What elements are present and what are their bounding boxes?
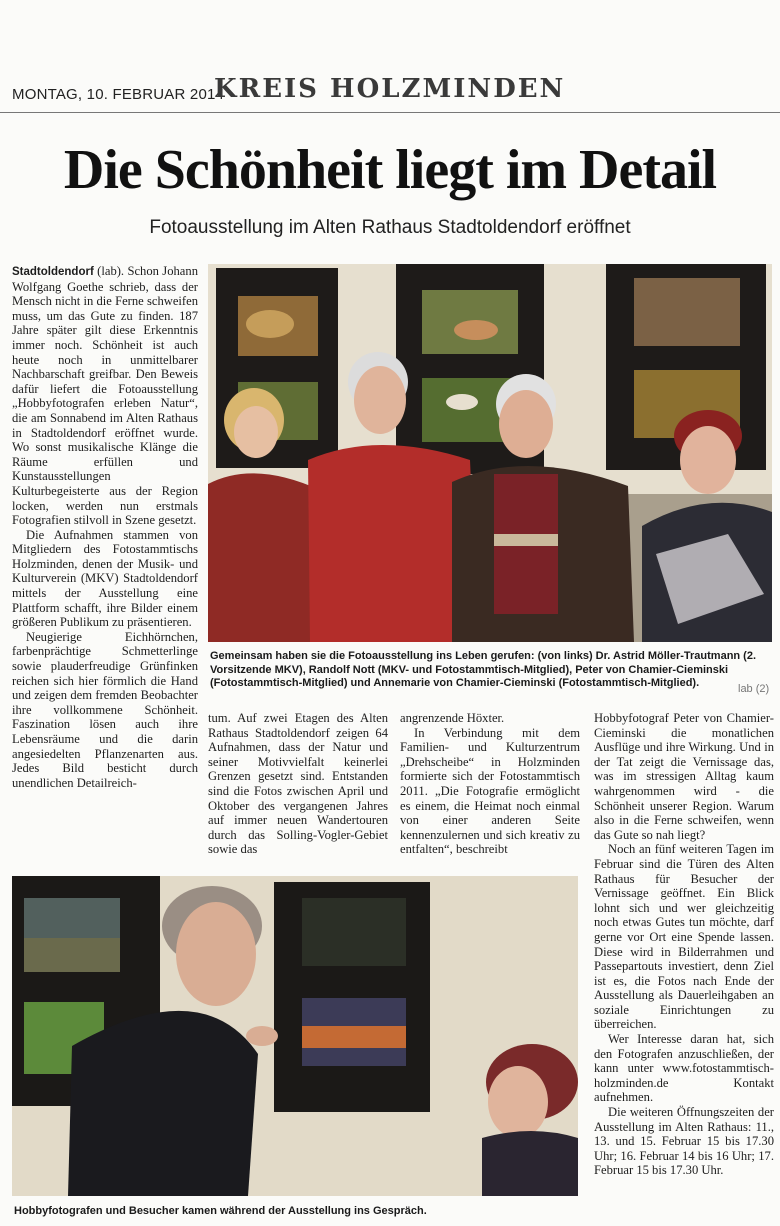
paragraph: angrenzende Höxter.: [400, 711, 505, 725]
headline: Die Schönheit liegt im Detail: [63, 139, 717, 201]
group-photo-caption: Gemeinsam haben sie die Fotoausstellung ins Leben gerufen: (von links) Dr. Astrid Möller-Trautmann (2. Vorsitzende MKV), Randolf Nott (MKV- und Fotostammtisch-Mitglied), Peter von Chamier-Cieminski (Fotostammtisch-Mitglied) und Annemarie von Chamier-Cieminski (Fotostammtisch-Mitglied).: [210, 650, 757, 689]
paragraph: Wer Interesse daran hat, sich den Fotografen anzuschließen, der kann unter www.fotostammtisch-holzminden.de Kontakt aufnehmen.: [594, 1032, 774, 1105]
paragraph: Neugierige Eichhörnchen, farbenprächtige Schmetterlinge sowie plauderfreudige Grünfinken reichen sich hier förmlich die Hand und zeigen dem fremden Beobachter ihre vollkommene Schönheit. Faszination lösen auch ihre Lebensräume und die darin angesiedelten Pflanzenarten aus. Jedes Bild besticht durch unendlichen Detailreich-: [12, 629, 198, 790]
paragraph: Noch an fünf weiteren Tagen im Februar sind die Türen des Alten Rathaus für Besucher der Vernissage geöffnet. Ein Blick lohnt sich und wer gleichzeitig noch etwas Gutes tun möchte, darf gerne vor Ort eine Spende lassen. Diese wird in Bilderrahmen und Passepartouts investiert, denn Ziel ist es, die Fotos nach Ende der Ausstellung als Dauerleihgaben an soziale Einrichtungen zu überreichen.: [594, 842, 774, 1032]
paragraph: [12, 264, 198, 528]
article-column-2: [208, 711, 388, 857]
subheadline: Fotoausstellung im Alten Rathaus Stadtoldendorf eröffnet: [149, 217, 631, 238]
section-title: KREIS HOLZMINDEN: [214, 74, 566, 104]
paragraph: tum. Auf zwei Etagen des Alten Rathaus Stadtoldendorf zeigen 64 Aufnahmen, dass der Natur und seiner Motivvielfalt keinerlei Grenzen gesetzt sind. Entstanden sind die Fotos zwischen April und Oktober des vergangenen Jahres auf immer neuen Wandertouren durch das Solling-Vogler-Gebiet sowie das: [208, 711, 388, 857]
paragraph: In Verbindung mit dem Familien- und Kulturzentrum „Drehscheibe“ in Holzminden formierte sich der Fotostammtisch 2011. „Die Fotografie ermöglicht es einem, die Heimat noch einmal von einer anderen Seite kennenzulernen und sich kreativ zu entfalten“, beschreibt: [400, 725, 580, 857]
paragraph: Hobbyfotograf Peter von Chamier-Cieminski die monatlichen Ausflüge und ihre Wirkung. Und in der Tat zeigt die Vernissage das, was im stressigen Alltag kaum wahrgenommen wird - die Schönheit unserer Region. Warum also in die Ferne schweifen, wenn das Gute so nah liegt?: [594, 711, 774, 842]
conversation-photo: [12, 876, 578, 1196]
paragraph-text: (lab). Schon Johann Wolfgang Goethe schrieb, dass der Mensch nicht in die Ferne schweifen muss, um das Gute zu finden. 187 Jahre später gilt diese Erkenntnis immer noch. Schönheit ist auch heute noch in unmittelbarer Nachbarschaft greifbar. Den Beweis dafür liefert die Fotoausstellung „Hobbyfotografen erleben Natur“, die am Sonnabend im Alten Rathaus in Stadtoldendorf eröffnet wurde. Wo sonst musikalische Klänge die Räume erfüllen und Kunstausstellungen Kulturbegeisterte aus der Region locken, werden nun erstmals Fotografien stilvoll in Szene gesetzt.: [12, 264, 198, 528]
article-column-4: [594, 711, 774, 1178]
paragraph: Die weiteren Öffnungszeiten der Ausstellung im Alten Rathaus: 11., 13. und 15. Februar 15 bis 17.30 Uhr; 16. Februar 14 bis 16 Uhr; 17. Februar 15 bis 17.30 Uhr.: [594, 1105, 774, 1178]
conversation-photo-caption: Hobbyfotografen und Besucher kamen während der Ausstellung ins Gespräch.: [14, 1205, 427, 1217]
paragraph: Die Aufnahmen stammen von Mitgliedern des Fotostammtischs Holzminden, denen der Musik- und Kulturverein (MKV) Stadtoldendorf mittels der Ausstellung eine Plattform schafft, ihre Bilder einem größeren Publikum zu präsentieren.: [12, 527, 198, 630]
photo-credit: lab (2): [738, 683, 770, 695]
conversation-photo-image: [12, 876, 578, 1196]
header-rule: [0, 112, 780, 113]
issue-dateline: MONTAG, 10. FEBRUAR 2014: [12, 86, 225, 103]
article-column-3: [400, 711, 580, 857]
group-photo-image: [208, 264, 772, 642]
article-column-1: [12, 264, 198, 790]
article-dateline: Stadtoldendorf: [12, 266, 94, 278]
group-photo: [208, 264, 772, 642]
